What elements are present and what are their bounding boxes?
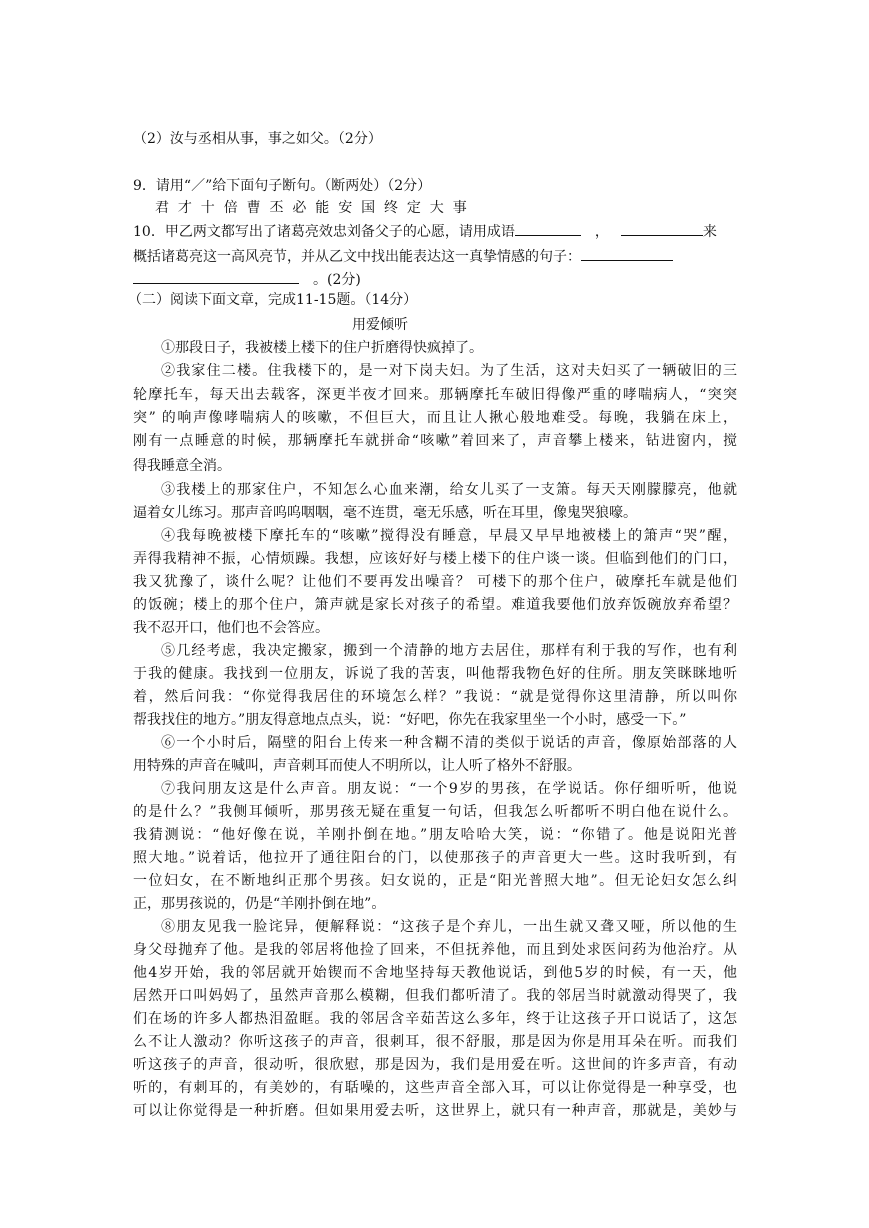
article-line: 我又犹豫了，谈什么呢？让他们不要再发出噪音？ 可楼下的那个住户，破摩托车就是他们: [133, 574, 737, 590]
question-10-text: 概括诸葛亮这一高风亮节，并从乙文中找出能表达这一真挚情感的句子：: [133, 249, 581, 265]
article-line: 们在场的许多人都热泪盈眶。我的邻居含辛茹苦这么多年，终于让这孩子开口说话了，这怎: [133, 1011, 737, 1027]
article-line: 的饭碗；楼上的那个住户，箫声就是家长对孩子的希望。难道我要他们放弃饭碗放弃希望？: [133, 597, 737, 613]
question-8-2: （2）汝与丞相从事，事之如父。（2分）: [133, 131, 382, 147]
article-line: 么不让人激动？你听这孩子的声音，很刺耳，很不舒服，那是因为你是用耳朵在听。而我们: [133, 1034, 737, 1050]
article-line: ⑧朋友见我一脸诧异，便解释说：“这孩子是个弃儿，一出生就又聋又哑，所以他的生: [161, 919, 737, 935]
question-10-line-1: [133, 221, 717, 241]
question-10-line-2: [133, 246, 673, 266]
article-line: 突” 的响声像哮喘病人的咳嗽，不但巨大，而且让人揪心般地难受。每晚，我躺在床上，: [133, 410, 737, 426]
article-line: ⑥一个小时后，隔壁的阳台上传来一种含糊不清的类似于说话的声音，像原始部落的人: [161, 735, 737, 751]
article-line: 用特殊的声音在喊叫，声音刺耳而使人不明所以，让人听了格外不舒服。: [133, 758, 581, 774]
answer-blank-idiom-2[interactable]: [621, 221, 703, 236]
article-line: 居然开口叫妈妈了，虽然声音那么模糊，但我们都听清了。我的邻居当时就激动得哭了，我: [133, 988, 737, 1004]
article-line: ③我楼上的那家住户，不知怎么心血来潮，给女儿买了一支箫。每天天刚朦朦亮，他就: [161, 482, 737, 498]
article-line: 帮我找住的地方。”朋友得意地点点头，说：“好吧，你先在我家里坐一个小时，感受一下。”: [133, 712, 687, 728]
answer-blank-sentence-1[interactable]: [581, 246, 673, 261]
article-line: ②我家住二楼。住我楼下的，是一对下岗夫妇。为了生活，这对夫妇买了一辆破旧的三: [161, 363, 737, 379]
article-line: 的是什么？”我侧耳倾听，那男孩无疑在重复一句话，但我怎么听都听不明白他在说什么。: [133, 804, 737, 820]
article-line: ④我每晚被楼下摩托车的“咳嗽”搅得没有睡意，早晨又早早地被楼上的箫声“哭”醒，: [161, 528, 737, 544]
article-line: 可以让你觉得是一种折磨。但如果用爱去听，这世界上，就只有一种声音，那就是，美妙与: [133, 1103, 737, 1119]
section-heading: （二）阅读下面文章，完成11-15题。（14分）: [128, 292, 418, 308]
article-line: 听这孩子的声音，很动听，很欣慰，那是因为，我们是用爱在听。这世间的许多声音，有动: [133, 1057, 737, 1073]
article-line: 我猜测说：“他好像在说，羊刚扑倒在地。”朋友哈哈大笑，说：“你错了。他是说阳光普: [133, 827, 737, 843]
answer-blank-idiom-1[interactable]: [515, 221, 581, 236]
article-line: 照大地。”说着话，他拉开了通往阳台的门，以使那孩子的声音更大一些。这时我听到，有: [133, 850, 737, 866]
article-line: 正，那男孩说的，仍是“羊刚扑倒在地”。: [133, 896, 386, 912]
question-10-end: 。(2分): [313, 272, 361, 288]
article-line: 刚有一点睡意的时候，那辆摩托车就拼命“咳嗽”着回来了，声音攀上楼来，钻进窗内，搅: [133, 433, 737, 449]
article-line: 着，然后问我：“你觉得我居住的环境怎么样？”我说：“就是觉得你这里清静，所以叫你: [133, 689, 737, 705]
question-10-suffix: 来: [702, 224, 717, 240]
article-line: ⑦我问朋友这是什么声音。朋友说：“一个9岁的男孩，在学说话。你仔细听听，他说: [161, 781, 737, 797]
question-9-sentence: 君才十倍曹丕必能安国终定大事: [155, 200, 476, 216]
article-line: 得我睡意全消。: [133, 458, 231, 474]
article-title: 用爱倾听: [352, 317, 408, 333]
article-line: 逼着女儿练习。那声音呜呜咽咽，毫不连贯，毫无乐感，听在耳里，像鬼哭狼嚎。: [133, 505, 637, 521]
question-10-line-3: [133, 269, 361, 289]
article-line: 一位妇女，在不断地纠正那个男孩。妇女说的，正是“阳光普照大地”。但无论妇女怎么纠: [133, 873, 737, 889]
article-line: 弄得我精神不振，心情烦躁。我想，应该好好与楼上楼下的住户谈一谈。但临到他们的门口，: [133, 551, 737, 567]
question-10-prefix: 10．甲乙两文都写出了诸葛亮效忠刘备父子的心愿，请用成语: [133, 224, 515, 240]
question-9: 9．请用“／”给下面句子断句。（断两处）（2分）: [133, 178, 432, 194]
article-line: 我不忍开口，他们也不会答应。: [133, 620, 329, 636]
article-line: 身父母抛弃了他。是我的邻居将他捡了回来，不但抚养他，而且到处求医问药为他治疗。从: [133, 942, 737, 958]
article-line: ①那段日子，我被楼上楼下的住户折磨得快疯掉了。: [161, 340, 483, 356]
article-line: 他4岁开始，我的邻居就开始锲而不舍地坚持每天教他说话，到他5岁的时候，有一天，他: [133, 965, 737, 981]
article-line: 于我的健康。我找到一位朋友，诉说了我的苦衷，叫他帮我物色好的住所。朋友笑眯眯地听: [133, 666, 737, 682]
article-line: 轮摩托车，每天出去载客，深更半夜才回来。那辆摩托车破旧得像严重的哮喘病人，“突突: [133, 387, 737, 403]
article-line: ⑤几经考虑，我决定搬家，搬到一个清静的地方去居住，那样有利于我的写作，也有利: [161, 643, 737, 659]
article-line: 听的，有刺耳的，有美妙的，有聒噪的，这些声音全部入耳，可以让你觉得是一种享受，也: [133, 1080, 737, 1096]
answer-blank-sentence-2[interactable]: [133, 269, 299, 284]
question-10-comma: ，: [594, 224, 609, 240]
